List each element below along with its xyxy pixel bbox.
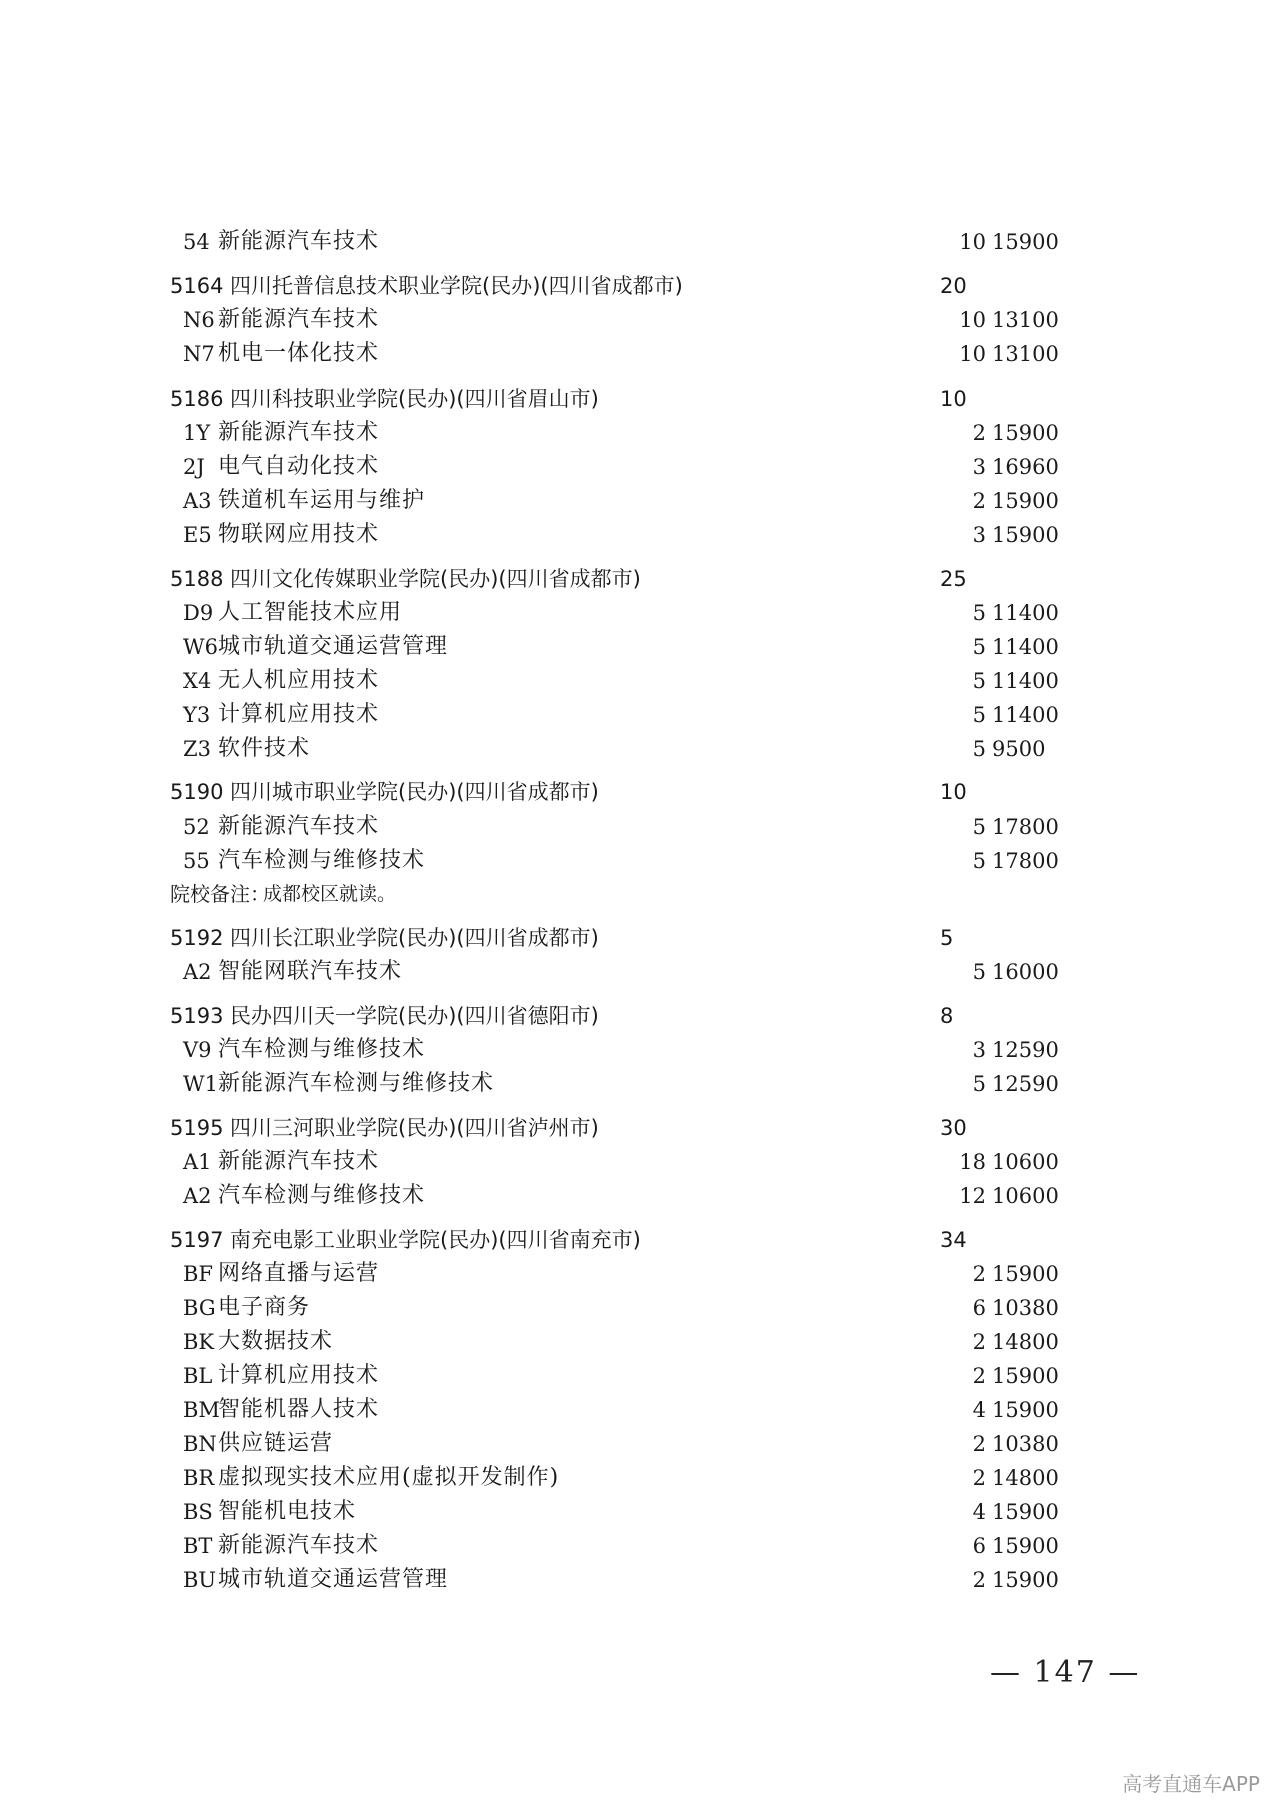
plan-count: 5 [972, 737, 986, 761]
major-row [0, 1394, 1280, 1426]
tuition-fee: 10600 [992, 1150, 1059, 1174]
plan-count: 2 [972, 1364, 986, 1388]
major-row [0, 1360, 1280, 1392]
plan-count: 5 [972, 1072, 986, 1096]
major-name: 汽车检测与维修技术 [218, 848, 426, 873]
major-row [0, 519, 1280, 551]
plan-count: 10 [959, 308, 986, 332]
major-row [0, 699, 1280, 731]
major-name: 人工智能技术应用 [218, 600, 403, 625]
major-code: BM [183, 1398, 220, 1422]
app-watermark: 高考直通车APP [1122, 1772, 1260, 1796]
tuition-fee: 15900 [992, 523, 1059, 547]
tuition-fee: 14800 [992, 1330, 1059, 1354]
major-name: 新能源汽车技术 [218, 1533, 380, 1558]
tuition-fee: 15900 [992, 1262, 1059, 1286]
plan-count: 5 [972, 669, 986, 693]
major-row [0, 304, 1280, 336]
school-code: 5186 [170, 387, 224, 411]
major-row [0, 733, 1280, 765]
major-row [0, 665, 1280, 697]
major-code: E5 [183, 523, 212, 547]
major-name: 新能源汽车技术 [218, 1149, 380, 1174]
tuition-fee: 11400 [992, 601, 1059, 625]
major-row [0, 1326, 1280, 1358]
major-name: 电子商务 [218, 1295, 311, 1320]
tuition-fee: 17800 [992, 815, 1059, 839]
major-name: 计算机应用技术 [218, 1363, 380, 1388]
plan-count: 5 [972, 601, 986, 625]
school-row [0, 383, 1280, 415]
major-code: 54 [183, 230, 210, 254]
plan-count: 2 [972, 489, 986, 513]
major-row [0, 485, 1280, 517]
tuition-fee: 15900 [992, 1500, 1059, 1524]
major-name: 电气自动化技术 [218, 454, 380, 479]
tuition-fee: 12590 [992, 1038, 1059, 1062]
major-code: N6 [183, 308, 215, 332]
major-code: 2J [183, 455, 205, 479]
major-code: V9 [183, 1038, 212, 1062]
plan-count: 2 [972, 1466, 986, 1490]
school-name: 四川三河职业学院(民办)(四川省泸州市) [230, 1116, 599, 1140]
school-name: 南充电影工业职业学院(民办)(四川省南充市) [230, 1228, 641, 1252]
major-row [0, 226, 1280, 258]
major-code: BT [183, 1534, 213, 1558]
major-code: W6 [183, 635, 218, 659]
tuition-fee: 15900 [992, 1534, 1059, 1558]
plan-count: 34 [940, 1228, 967, 1252]
major-code: A1 [183, 1150, 212, 1174]
tuition-fee: 16960 [992, 455, 1059, 479]
major-row [0, 811, 1280, 843]
plan-count: 30 [940, 1116, 967, 1140]
school-code: 5192 [170, 926, 224, 950]
major-code: D9 [183, 601, 214, 625]
tuition-fee: 15900 [992, 1364, 1059, 1388]
major-code: Z3 [183, 737, 211, 761]
major-name: 铁道机车运用与维护 [218, 488, 426, 513]
plan-count: 10 [940, 780, 967, 804]
tuition-fee: 11400 [992, 703, 1059, 727]
major-code: BK [183, 1330, 215, 1354]
tuition-fee: 15900 [992, 230, 1059, 254]
major-code: W1 [183, 1072, 218, 1096]
school-remark [0, 878, 1280, 910]
school-row [0, 1112, 1280, 1144]
plan-count: 4 [972, 1500, 986, 1524]
major-name: 智能机器人技术 [218, 1397, 380, 1422]
tuition-fee: 12590 [992, 1072, 1059, 1096]
school-name: 四川长江职业学院(民办)(四川省成都市) [230, 926, 599, 950]
major-row [0, 338, 1280, 370]
major-code: A3 [183, 489, 212, 513]
plan-count: 2 [972, 1432, 986, 1456]
plan-count: 5 [940, 926, 954, 950]
school-code: 5190 [170, 780, 224, 804]
major-name: 物联网应用技术 [218, 522, 380, 547]
major-code: BU [183, 1568, 217, 1592]
major-row [0, 597, 1280, 629]
major-name: 智能网联汽车技术 [218, 959, 403, 984]
major-row [0, 631, 1280, 663]
plan-count: 2 [972, 1262, 986, 1286]
remark-label: 院校备注： [170, 882, 270, 906]
plan-count: 4 [972, 1398, 986, 1422]
school-name: 四川城市职业学院(民办)(四川省成都市) [230, 780, 599, 804]
plan-count: 5 [972, 635, 986, 659]
major-code: 1Y [183, 421, 211, 445]
major-name: 汽车检测与维修技术 [218, 1183, 426, 1208]
plan-count: 2 [972, 421, 986, 445]
plan-count: 10 [940, 387, 967, 411]
plan-count: 5 [972, 960, 986, 984]
major-row [0, 1496, 1280, 1528]
school-row [0, 922, 1280, 954]
school-code: 5193 [170, 1004, 224, 1028]
tuition-fee: 11400 [992, 669, 1059, 693]
major-row [0, 417, 1280, 449]
plan-count: 5 [972, 703, 986, 727]
tuition-fee: 15900 [992, 1568, 1059, 1592]
school-code: 5164 [170, 274, 224, 298]
major-name: 供应链运营 [218, 1431, 334, 1456]
major-row [0, 1462, 1280, 1494]
major-name: 新能源汽车技术 [218, 307, 380, 332]
school-code: 5188 [170, 567, 224, 591]
major-name: 虚拟现实技术应用(虚拟开发制作) [218, 1465, 560, 1490]
major-code: BS [183, 1500, 213, 1524]
tuition-fee: 17800 [992, 849, 1059, 873]
plan-count: 18 [959, 1150, 986, 1174]
plan-count: 12 [959, 1184, 986, 1208]
major-name: 新能源汽车技术 [218, 420, 380, 445]
tuition-fee: 15900 [992, 1398, 1059, 1422]
remark-text: 成都校区就读。 [263, 883, 397, 905]
plan-count: 10 [959, 230, 986, 254]
plan-count: 20 [940, 274, 967, 298]
tuition-fee: 14800 [992, 1466, 1059, 1490]
plan-count: 3 [972, 523, 986, 547]
school-row [0, 776, 1280, 808]
major-row [0, 1034, 1280, 1066]
major-name: 智能机电技术 [218, 1499, 357, 1524]
school-row [0, 1000, 1280, 1032]
major-row [0, 1564, 1280, 1596]
major-code: N7 [183, 342, 215, 366]
major-row [0, 845, 1280, 877]
major-code: Y3 [183, 703, 211, 727]
tuition-fee: 15900 [992, 489, 1059, 513]
plan-count: 8 [940, 1004, 954, 1028]
plan-count: 6 [972, 1296, 986, 1320]
plan-count: 3 [972, 1038, 986, 1062]
major-name: 新能源汽车检测与维修技术 [218, 1071, 495, 1096]
major-code: BN [183, 1432, 217, 1456]
school-row [0, 270, 1280, 302]
school-code: 5195 [170, 1116, 224, 1140]
major-row [0, 1292, 1280, 1324]
school-name: 民办四川天一学院(民办)(四川省德阳市) [230, 1004, 599, 1028]
major-code: A2 [183, 1184, 212, 1208]
major-row [0, 1258, 1280, 1290]
school-row [0, 563, 1280, 595]
major-code: X4 [183, 669, 212, 693]
tuition-fee: 13100 [992, 308, 1059, 332]
major-code: BF [183, 1262, 214, 1286]
major-row [0, 451, 1280, 483]
major-name: 汽车检测与维修技术 [218, 1037, 426, 1062]
major-name: 城市轨道交通运营管理 [218, 634, 449, 659]
tuition-fee: 11400 [992, 635, 1059, 659]
major-row [0, 956, 1280, 988]
major-row [0, 1530, 1280, 1562]
major-name: 网络直播与运营 [218, 1261, 380, 1286]
major-row [0, 1180, 1280, 1212]
major-code: BL [183, 1364, 213, 1388]
plan-count: 3 [972, 455, 986, 479]
major-name: 无人机应用技术 [218, 668, 380, 693]
major-name: 城市轨道交通运营管理 [218, 1567, 449, 1592]
tuition-fee: 16000 [992, 960, 1059, 984]
tuition-fee: 10600 [992, 1184, 1059, 1208]
school-name: 四川文化传媒职业学院(民办)(四川省成都市) [230, 567, 641, 591]
tuition-fee: 10380 [992, 1432, 1059, 1456]
major-code: BR [183, 1466, 215, 1490]
tuition-fee: 13100 [992, 342, 1059, 366]
major-name: 大数据技术 [218, 1329, 334, 1354]
major-row [0, 1146, 1280, 1178]
major-name: 计算机应用技术 [218, 702, 380, 727]
plan-count: 25 [940, 567, 967, 591]
major-code: 52 [183, 815, 210, 839]
school-name: 四川科技职业学院(民办)(四川省眉山市) [230, 387, 599, 411]
school-code: 5197 [170, 1228, 224, 1252]
major-row [0, 1068, 1280, 1100]
page-number: — 147 — [990, 1655, 1141, 1690]
plan-count: 5 [972, 815, 986, 839]
plan-count: 2 [972, 1568, 986, 1592]
tuition-fee: 15900 [992, 421, 1059, 445]
major-name: 软件技术 [218, 736, 311, 761]
plan-count: 10 [959, 342, 986, 366]
school-name: 四川托普信息技术职业学院(民办)(四川省成都市) [230, 274, 683, 298]
major-code: 55 [183, 849, 210, 873]
school-row [0, 1224, 1280, 1256]
major-row [0, 1428, 1280, 1460]
major-code: BG [183, 1296, 216, 1320]
major-name: 新能源汽车技术 [218, 814, 380, 839]
major-code: A2 [183, 960, 212, 984]
major-name: 新能源汽车技术 [218, 229, 380, 254]
tuition-fee: 10380 [992, 1296, 1059, 1320]
major-name: 机电一体化技术 [218, 341, 380, 366]
tuition-fee: 9500 [992, 737, 1046, 761]
plan-count: 2 [972, 1330, 986, 1354]
plan-count: 6 [972, 1534, 986, 1558]
plan-count: 5 [972, 849, 986, 873]
